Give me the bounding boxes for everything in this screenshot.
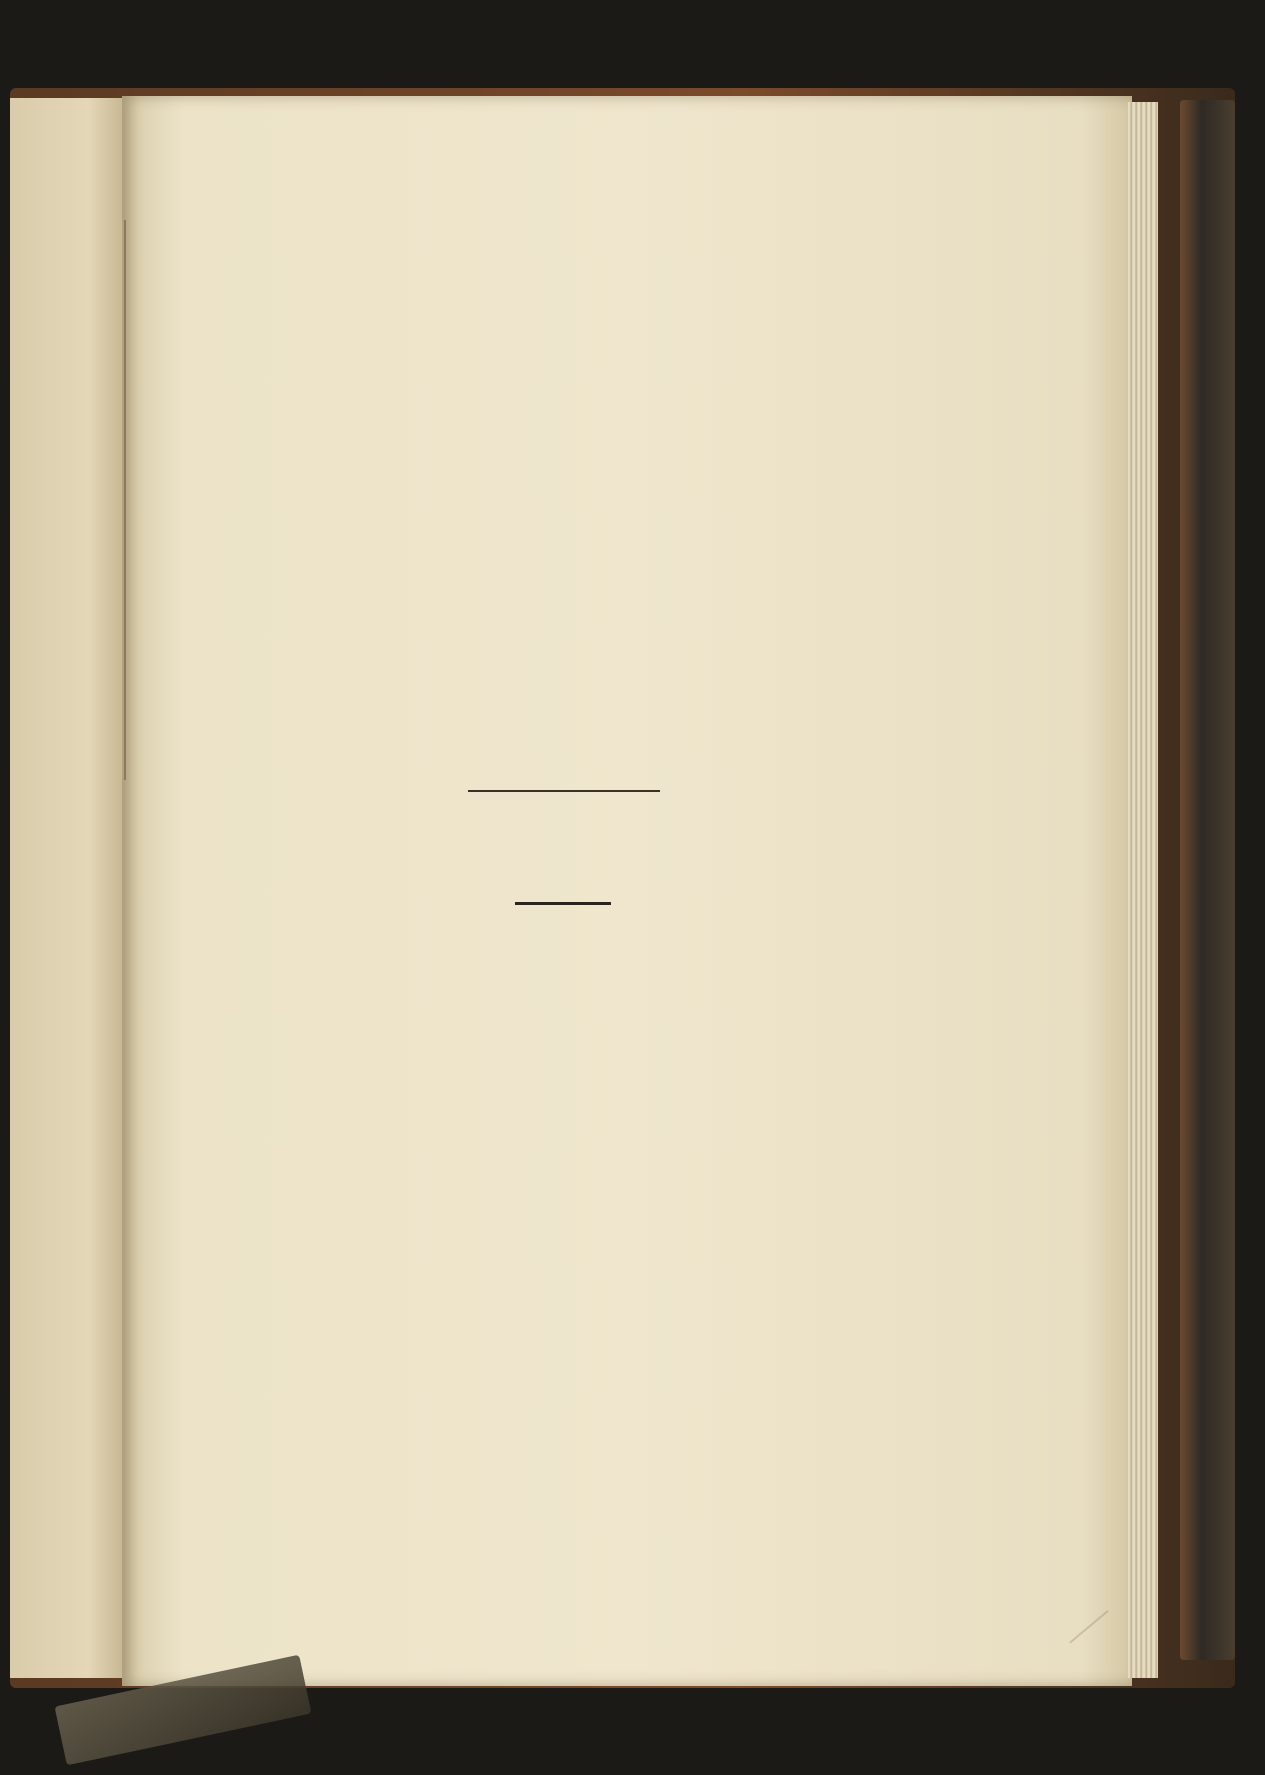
book-edge-cover	[1180, 100, 1235, 1660]
gutter-shadow	[124, 220, 126, 780]
right-page	[122, 96, 1132, 1686]
left-page	[10, 98, 122, 1678]
section-divider-top	[468, 790, 660, 792]
section-divider-bottom	[515, 902, 611, 905]
page-edges	[1128, 102, 1158, 1678]
